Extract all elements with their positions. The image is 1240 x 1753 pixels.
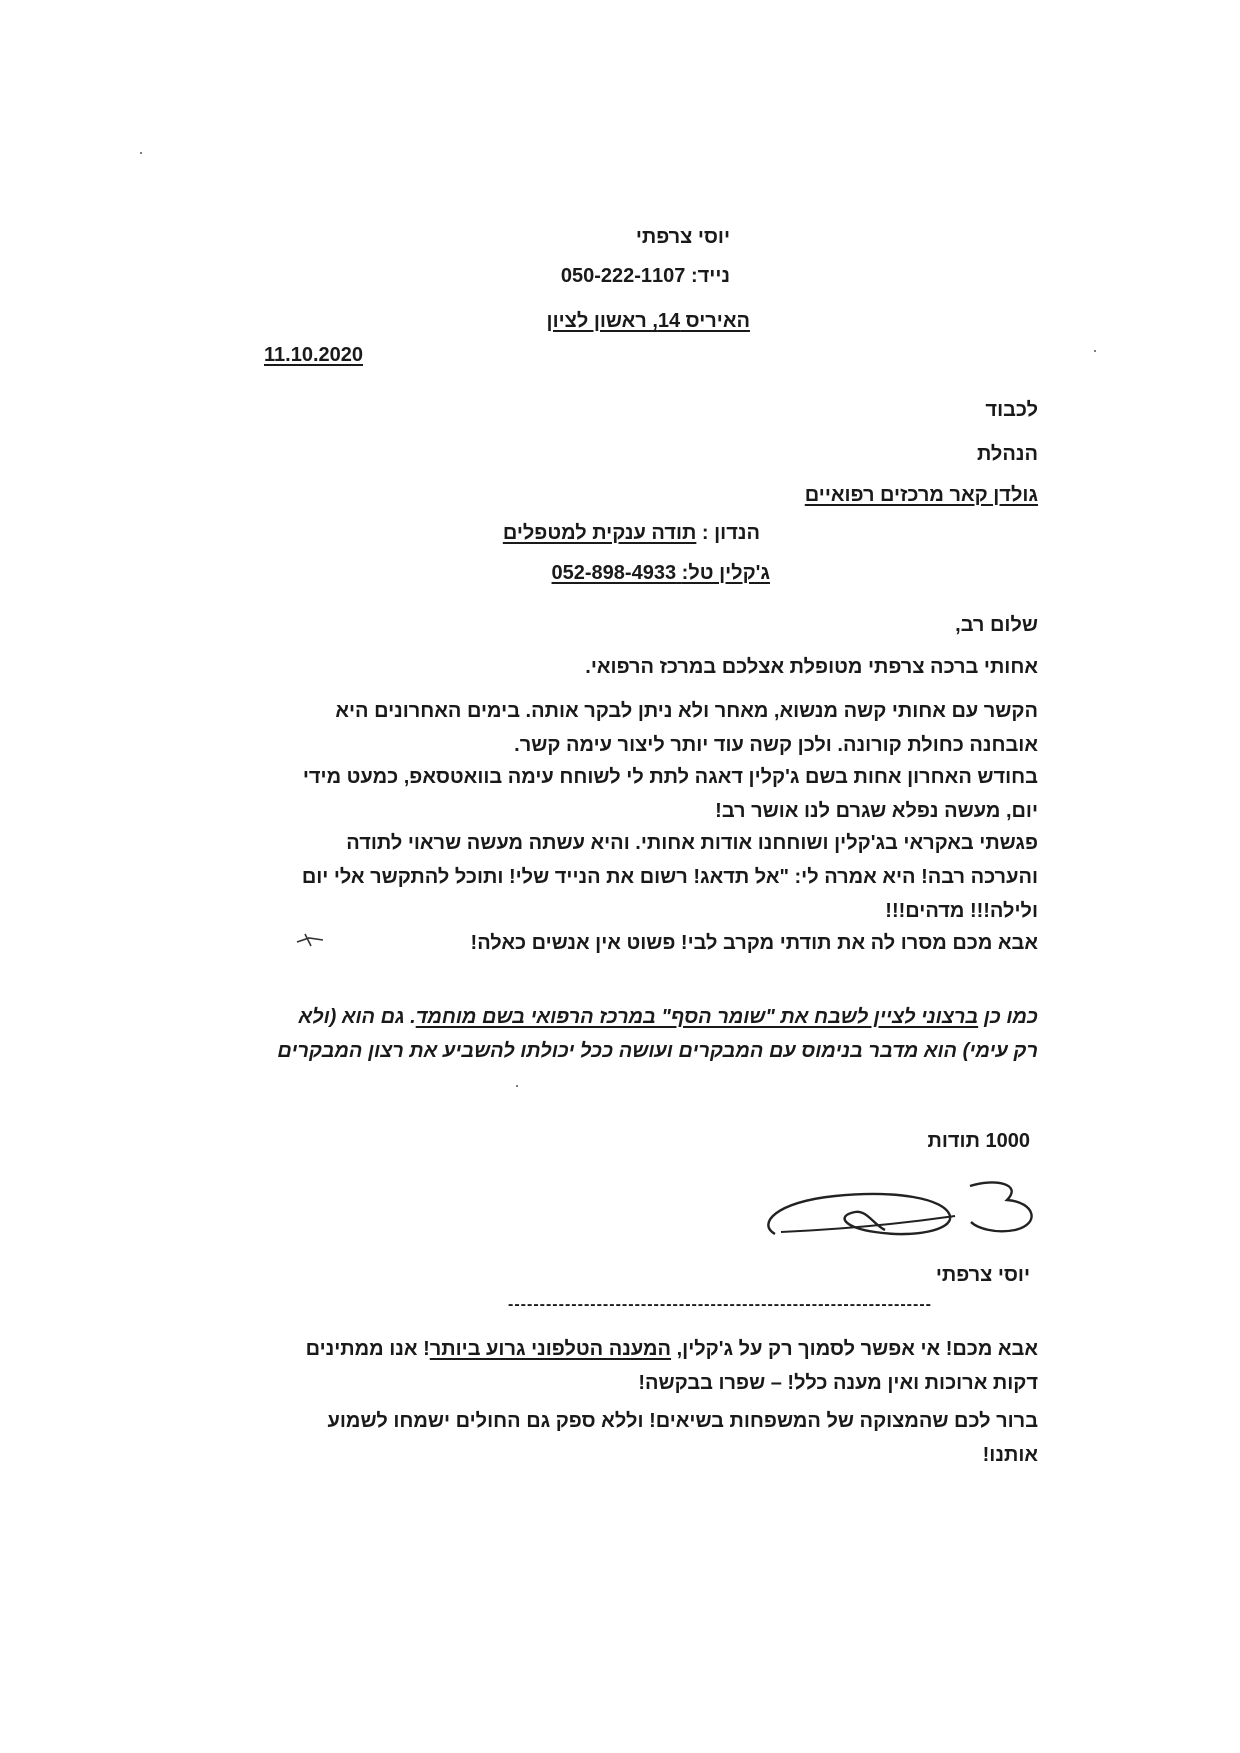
paragraph-6-suffix: . גם הוא (ולא — [298, 1006, 416, 1028]
paragraph-4 — [260, 826, 1038, 928]
paragraph-5 — [360, 926, 1038, 960]
paragraph-4-line-2: והערכה רבה! היא אמרה לי: "אל תדאג! רשום את הנייד שלי! ותוכל להתקשר אלי יום — [301, 866, 1038, 888]
thanks-line: 1000 תודות — [927, 1130, 1030, 1152]
paragraph-3-line-1: בחודש האחרון אחות בשם ג'קלין דאגה לתת לי לשוחח עימה בוואטסאפ, כמעט מידי — [302, 766, 1038, 788]
sender-phone: 050-222-1107 — [560, 265, 686, 287]
sender-phone-line — [520, 265, 730, 288]
scan-speck — [516, 1085, 518, 1087]
postscript-2-line-2: אותנו! — [982, 1444, 1038, 1466]
pen-mark-icon — [295, 930, 325, 950]
paragraph-1 — [300, 650, 1038, 684]
postscript-1-prefix: אבא מכם! אי אפשר לסמוך רק על ג'קלין, — [671, 1338, 1038, 1360]
paragraph-6-line-2: רק עימי) הוא מדבר בנימוס עם המבקרים ועושה ככל יכולתו להשביע את רצון המבקרים — [277, 1040, 1038, 1062]
postscript-2-line-1: ברור לכם שהמצוקה של המשפחות בשיאים! וללא ספק גם החולים ישמחו לשמוע — [327, 1410, 1038, 1432]
paragraph-3-line-2: יום, מעשה נפלא שגרם לנו אושר רב! — [715, 800, 1038, 822]
sender-address: האיריס 14, ראשון לציון — [546, 310, 750, 332]
recipient-line-2: הנהלת — [976, 443, 1038, 465]
contact-phone: 052-898-4933 — [551, 562, 677, 584]
paragraph-6-highlight: ברצוני לציין לשבח את "שומר הסף" במרכז הרפואי בשם מוחמד — [415, 1006, 979, 1028]
subject-contact — [520, 562, 770, 585]
postscript-1-suffix: ! אנו ממתינים — [305, 1338, 430, 1360]
paragraph-3 — [270, 760, 1038, 828]
paragraph-2 — [300, 694, 1038, 762]
subject-text: תודה ענקית למטפלים — [502, 522, 697, 544]
paragraph-6-line-1 — [250, 1000, 1038, 1034]
greeting: שלום רב, — [955, 614, 1038, 636]
postscript-1-highlight: המענה הטלפוני גרוע ביותר — [429, 1338, 672, 1360]
paragraph-2-line-2: אובחנה כחולת קורונה. ולכן קשה עוד יותר ליצור עימה קשר. — [514, 734, 1038, 756]
paragraph-4-line-1: פגשתי באקראי בג'קלין ושוחחנו אודות אחותי. והיא עשתה מעשה שראוי לתודה — [346, 832, 1038, 854]
signature-name: יוסי צרפתי — [935, 1264, 1030, 1286]
scan-speck — [140, 152, 142, 154]
postscript-1 — [280, 1332, 1038, 1400]
paragraph-6 — [250, 1000, 1038, 1068]
recipient-line-3: גולדן קאר מרכזים רפואיים — [804, 484, 1038, 506]
letter-date: 11.10.2020 — [264, 344, 363, 366]
sender-name: יוסי צרפתי — [635, 226, 730, 248]
postscript-2 — [290, 1404, 1038, 1472]
recipient-line-1: לכבוד — [985, 399, 1038, 421]
subject-line — [500, 522, 760, 545]
postscript-1-line-2: דקות ארוכות ואין מענה כלל! – שפרו בבקשה! — [638, 1372, 1038, 1394]
handwritten-signature-icon — [745, 1172, 1045, 1254]
scan-speck — [1094, 350, 1096, 352]
paragraph-1-line: אחותי ברכה צרפתי מטופלת אצלכם במרכז הרפואי. — [585, 656, 1038, 678]
paragraph-2-line-1: הקשר עם אחותי קשה מנשוא, מאחר ולא ניתן לבקר אותה. בימים האחרונים היא — [335, 700, 1038, 722]
paragraph-6-prefix: כמו כן — [978, 1006, 1038, 1028]
separator-line: ------------------------------------------------------------------- — [508, 1296, 932, 1313]
postscript-1-line-1 — [280, 1332, 1038, 1366]
contact-label: ג'קלין טל: — [681, 562, 770, 584]
paragraph-4-line-3: ולילה!!! מדהים!!! — [885, 900, 1038, 922]
subject-label: הנדון : — [701, 522, 760, 544]
sender-phone-label: נייד: — [691, 265, 730, 287]
paragraph-5-line: אבא מכם מסרו לה את תודתי מקרב לבי! פשוט אין אנשים כאלה! — [470, 932, 1038, 954]
